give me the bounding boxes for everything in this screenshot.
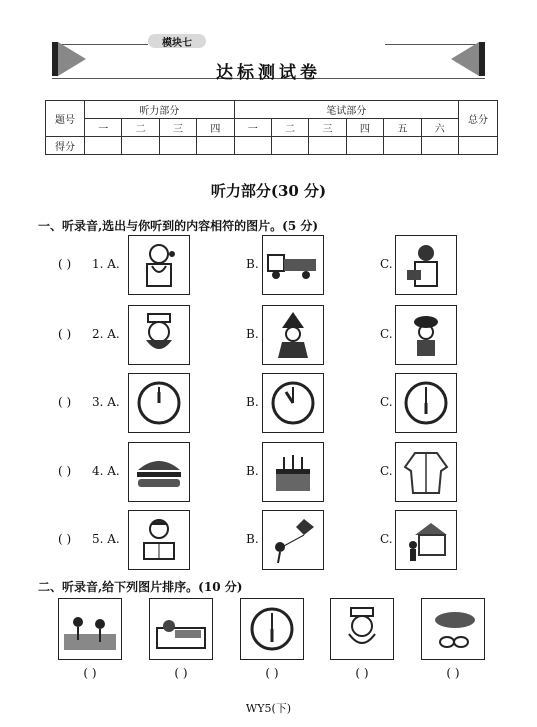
option-c-label: C. [380,327,393,341]
score-cell[interactable] [271,137,308,155]
score-cell[interactable] [234,137,271,155]
listening-section-title: 听力部分(30 分) [210,182,327,200]
order-answer-blank[interactable]: ( ) [265,666,279,680]
birthday-cake-picture [262,442,324,502]
hamburger-picture [128,442,190,502]
option-b-label: B. [246,257,259,271]
answer-blank[interactable]: ( ) [58,257,72,271]
listening-col: 四 [197,119,234,137]
score-cell[interactable] [122,137,159,155]
sleeping-picture [149,598,213,660]
answer-blank[interactable]: ( ) [58,327,72,341]
page-title: 达标测试卷 [216,63,321,83]
score-table [45,100,498,155]
listening-col: 二 [122,119,159,137]
item-number: 4. A. [92,464,120,478]
score-cell[interactable] [85,137,122,155]
question-row [0,510,537,572]
question-row [0,235,537,297]
question-row [0,442,537,504]
total-score-cell[interactable] [459,137,498,155]
order-answer-blank[interactable]: ( ) [83,666,97,680]
written-col: 五 [384,119,421,137]
clock-picture [262,373,324,433]
total-header: 总分 [459,101,498,137]
score-cell[interactable] [384,137,421,155]
order-answer-blank[interactable]: ( ) [355,666,369,680]
question-number-label: 题号 [46,101,85,137]
written-header: 笔试部分 [234,101,458,119]
question-row [0,305,537,367]
order-answer-blank[interactable]: ( ) [446,666,460,680]
item-number: 3. A. [92,395,120,409]
written-col: 六 [421,119,458,137]
kite-flying-picture [262,510,324,570]
question-1-title: 一、听录音,选出与你听到的内容相符的图片。(5 分) [38,219,319,233]
listening-col: 三 [159,119,196,137]
nurse-picture [128,305,190,365]
clock-picture [128,373,190,433]
item-number: 2. A. [92,327,120,341]
witch-picture [262,305,324,365]
option-b-label: B. [246,327,259,341]
listening-header: 听力部分 [85,101,235,119]
option-c-label: C. [380,395,393,409]
score-cell[interactable] [309,137,346,155]
option-c-label: C. [380,532,393,546]
option-b-label: B. [246,464,259,478]
item-number: 5. A. [92,532,120,546]
businessman-picture [395,235,457,295]
boy-reading-picture [128,510,190,570]
answer-blank[interactable]: ( ) [58,532,72,546]
option-c-label: C. [380,464,393,478]
jacket-picture [395,442,457,502]
park-picture [58,598,122,660]
truck-picture [262,235,324,295]
score-cell[interactable] [197,137,234,155]
option-b-label: B. [246,532,259,546]
girl-with-hat-picture [395,305,457,365]
score-row-label: 得分 [46,137,85,155]
answer-blank[interactable]: ( ) [58,395,72,409]
written-col: 一 [234,119,271,137]
order-answer-blank[interactable]: ( ) [174,666,188,680]
listening-col: 一 [85,119,122,137]
page-footer: WY5(下) [245,702,292,715]
question-row [0,373,537,435]
score-cell[interactable] [346,137,383,155]
doctor-picture [128,235,190,295]
option-b-label: B. [246,395,259,409]
answer-blank[interactable]: ( ) [58,464,72,478]
written-col: 四 [346,119,383,137]
clock-picture [395,373,457,433]
score-cell[interactable] [159,137,196,155]
nurse-picture [330,598,394,660]
written-col: 二 [271,119,308,137]
question-2-title: 二、听录音,给下列图片排序。(10 分) [38,580,243,594]
module-label: 模块七 [148,34,206,48]
item-number: 1. A. [92,257,120,271]
written-col: 三 [309,119,346,137]
option-c-label: C. [380,257,393,271]
walking-to-house-picture [395,510,457,570]
bread-eggs-picture [421,598,485,660]
clock-picture [240,598,304,660]
score-cell[interactable] [421,137,458,155]
